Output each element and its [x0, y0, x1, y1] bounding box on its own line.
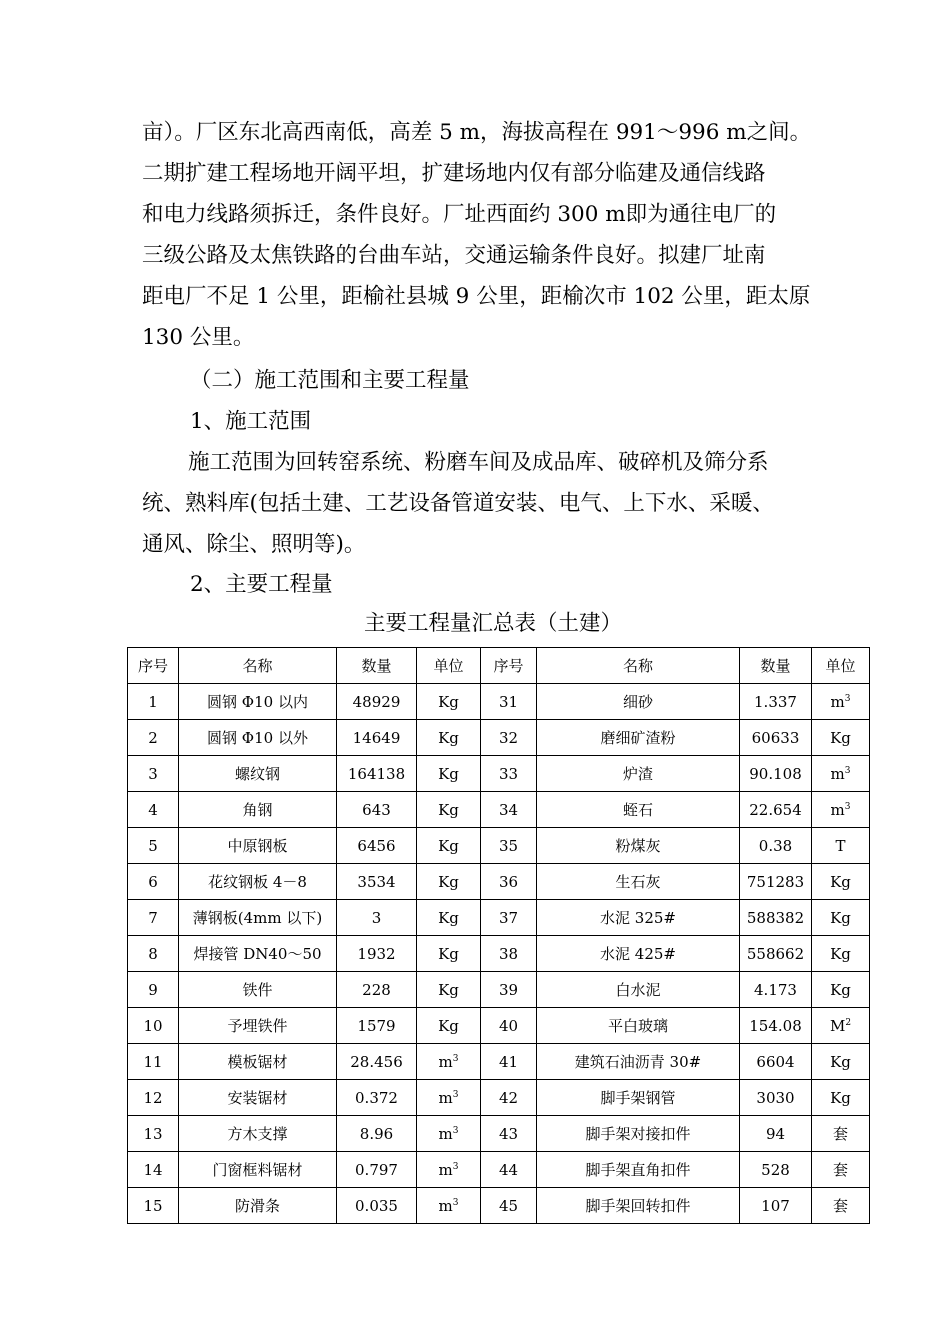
table-row [128, 1116, 870, 1152]
table-cell: 48929 [337, 684, 417, 720]
table-cell: 41 [481, 1044, 537, 1080]
column-header: 数量 [740, 648, 812, 684]
table-cell: 42 [481, 1080, 537, 1116]
table-cell: Kg [417, 864, 481, 900]
site-description-paragraph [142, 112, 862, 358]
table-cell: 脚手架回转扣件 [537, 1188, 740, 1224]
table-cell: 6 [128, 864, 179, 900]
table-row [128, 864, 870, 900]
table-cell: 90.108 [740, 756, 812, 792]
table-cell: 建筑石油沥青 30# [537, 1044, 740, 1080]
table-row [128, 828, 870, 864]
table-cell: 铁件 [179, 972, 337, 1008]
table-cell: 154.08 [740, 1008, 812, 1044]
column-header: 数量 [337, 648, 417, 684]
table-cell: 予埋铁件 [179, 1008, 337, 1044]
table-cell: 3 [128, 756, 179, 792]
table-cell: 14649 [337, 720, 417, 756]
table-cell: 方木支撑 [179, 1116, 337, 1152]
table-cell: 558662 [740, 936, 812, 972]
paragraph-line: 施工范围为回转窑系统、粉磨车间及成品库、破碎机及筛分系 [188, 450, 769, 475]
table-cell: 11 [128, 1044, 179, 1080]
section-heading: （二）施工范围和主要工程量 [190, 368, 470, 393]
table-row [128, 1080, 870, 1116]
table-cell: 751283 [740, 864, 812, 900]
column-header: 单位 [417, 648, 481, 684]
table-row [128, 720, 870, 756]
table-cell: 白水泥 [537, 972, 740, 1008]
table-cell: 角钢 [179, 792, 337, 828]
table-row [128, 792, 870, 828]
table-cell: 8 [128, 936, 179, 972]
table-cell: 脚手架对接扣件 [537, 1116, 740, 1152]
column-header: 单位 [812, 648, 870, 684]
quantities-table [127, 647, 870, 1224]
table-title: 主要工程量汇总表（土建） [363, 611, 622, 636]
table-cell: 3030 [740, 1080, 812, 1116]
table-row [128, 972, 870, 1008]
table-cell: 套 [812, 1116, 870, 1152]
column-header: 名称 [179, 648, 337, 684]
table-cell: Kg [417, 720, 481, 756]
table-cell: 60633 [740, 720, 812, 756]
paragraph-line: 距电厂不足 1 公里，距榆社县城 9 公里，距榆次市 102 公里，距太原 [142, 284, 811, 309]
table-row [128, 936, 870, 972]
table-cell: $m^3$ [812, 756, 870, 792]
table-cell: 水泥 325# [537, 900, 740, 936]
table-cell: Kg [812, 900, 870, 936]
table-cell: 13 [128, 1116, 179, 1152]
table-header-row [128, 648, 870, 684]
table-cell: 螺纹钢 [179, 756, 337, 792]
paragraph-line: 和电力线路须拆迁，条件良好。厂址西面约 300 m即为通往电厂的 [142, 202, 777, 227]
column-header: 序号 [481, 648, 537, 684]
table-row [128, 1152, 870, 1188]
table-cell: 6456 [337, 828, 417, 864]
table-cell: 防滑条 [179, 1188, 337, 1224]
table-cell: $m^3$ [417, 1080, 481, 1116]
subsection-heading-scope: 1、施工范围 [190, 409, 312, 434]
table-cell: 0.797 [337, 1152, 417, 1188]
table-row [128, 1188, 870, 1224]
table-cell: Kg [417, 936, 481, 972]
table-cell: 45 [481, 1188, 537, 1224]
table-row [128, 1044, 870, 1080]
table-cell: 圆钢 Φ10 以内 [179, 684, 337, 720]
table-cell: 4.173 [740, 972, 812, 1008]
table-cell: Kg [417, 972, 481, 1008]
table-cell: 1579 [337, 1008, 417, 1044]
table-cell: 9 [128, 972, 179, 1008]
table-cell: Kg [417, 900, 481, 936]
table-cell: 40 [481, 1008, 537, 1044]
table-cell: 1.337 [740, 684, 812, 720]
table-cell: 套 [812, 1188, 870, 1224]
paragraph-line: 130 公里。 [142, 325, 255, 350]
table-cell: 44 [481, 1152, 537, 1188]
table-row [128, 756, 870, 792]
table-cell: 94 [740, 1116, 812, 1152]
table-cell: 3534 [337, 864, 417, 900]
table-cell: 28.456 [337, 1044, 417, 1080]
table-cell: 花纹钢板 4－8 [179, 864, 337, 900]
table-cell: 细砂 [537, 684, 740, 720]
table-row [128, 900, 870, 936]
table-cell: 38 [481, 936, 537, 972]
table-cell: 12 [128, 1080, 179, 1116]
table-cell: 3 [337, 900, 417, 936]
table-cell: $m^3$ [417, 1188, 481, 1224]
table-cell: 模板锯材 [179, 1044, 337, 1080]
table-cell: 33 [481, 756, 537, 792]
table-cell: 脚手架钢管 [537, 1080, 740, 1116]
table-cell: $M^2$ [812, 1008, 870, 1044]
table-cell: Kg [812, 1080, 870, 1116]
paragraph-line: 亩）。厂区东北高西南低，高差 5 m，海拔高程在 991～996 m之间。 [142, 120, 812, 145]
table-cell: $m^3$ [812, 792, 870, 828]
table-cell: 圆钢 Φ10 以外 [179, 720, 337, 756]
column-header: 序号 [128, 648, 179, 684]
scope-paragraph [142, 442, 862, 565]
table-cell: Kg [417, 1008, 481, 1044]
table-cell: 8.96 [337, 1116, 417, 1152]
table-cell: $m^3$ [417, 1116, 481, 1152]
table-cell: 528 [740, 1152, 812, 1188]
table-cell: 套 [812, 1152, 870, 1188]
table-cell: 粉煤灰 [537, 828, 740, 864]
table-cell: Kg [812, 972, 870, 1008]
paragraph-line: 统、熟料库(包括土建、工艺设备管道安装、电气、上下水、采暖、 [142, 491, 774, 516]
table-cell: 31 [481, 684, 537, 720]
table-cell: 蛭石 [537, 792, 740, 828]
table-cell: 22.654 [740, 792, 812, 828]
table-cell: 35 [481, 828, 537, 864]
table-cell: Kg [417, 828, 481, 864]
table-cell: Kg [417, 792, 481, 828]
table-cell: $m^3$ [812, 684, 870, 720]
table-cell: 34 [481, 792, 537, 828]
table-cell: 0.372 [337, 1080, 417, 1116]
table-cell: 1932 [337, 936, 417, 972]
table-cell: 薄钢板(4mm 以下) [179, 900, 337, 936]
table-cell: 228 [337, 972, 417, 1008]
table-cell: Kg [812, 864, 870, 900]
table-cell: $m^3$ [417, 1044, 481, 1080]
table-cell: 10 [128, 1008, 179, 1044]
table-cell: 炉渣 [537, 756, 740, 792]
table-cell: 安装锯材 [179, 1080, 337, 1116]
table-cell: 6604 [740, 1044, 812, 1080]
table-cell: Kg [812, 936, 870, 972]
table-cell: Kg [417, 756, 481, 792]
paragraph-line: 二期扩建工程场地开阔平坦，扩建场地内仅有部分临建及通信线路 [142, 161, 766, 186]
table-cell: 1 [128, 684, 179, 720]
table-cell: $m^3$ [417, 1152, 481, 1188]
table-cell: Kg [812, 720, 870, 756]
table-row [128, 1008, 870, 1044]
table-row [128, 684, 870, 720]
table-cell: 生石灰 [537, 864, 740, 900]
table-cell: T [812, 828, 870, 864]
subsection-heading-quantities: 2、主要工程量 [190, 572, 333, 597]
table-cell: 0.38 [740, 828, 812, 864]
table-cell: 磨细矿渣粉 [537, 720, 740, 756]
table-cell: 焊接管 DN40～50 [179, 936, 337, 972]
table-cell: 平白玻璃 [537, 1008, 740, 1044]
table-cell: 14 [128, 1152, 179, 1188]
table-cell: 门窗框料锯材 [179, 1152, 337, 1188]
table-cell: 脚手架直角扣件 [537, 1152, 740, 1188]
table-cell: 39 [481, 972, 537, 1008]
table-cell: 43 [481, 1116, 537, 1152]
table-cell: 164138 [337, 756, 417, 792]
table-cell: 4 [128, 792, 179, 828]
table-cell: 643 [337, 792, 417, 828]
table-cell: 15 [128, 1188, 179, 1224]
table-cell: 0.035 [337, 1188, 417, 1224]
table-cell: Kg [812, 1044, 870, 1080]
table-cell: 36 [481, 864, 537, 900]
table-cell: 2 [128, 720, 179, 756]
table-cell: 588382 [740, 900, 812, 936]
column-header: 名称 [537, 648, 740, 684]
table-cell: 5 [128, 828, 179, 864]
paragraph-line: 通风、除尘、照明等)。 [142, 532, 366, 557]
table-cell: 中原钢板 [179, 828, 337, 864]
table-cell: 32 [481, 720, 537, 756]
table-cell: 水泥 425# [537, 936, 740, 972]
table-cell: 107 [740, 1188, 812, 1224]
paragraph-line: 三级公路及太焦铁路的台曲车站，交通运输条件良好。拟建厂址南 [142, 243, 766, 268]
table-cell: 7 [128, 900, 179, 936]
table-cell: Kg [417, 684, 481, 720]
table-cell: 37 [481, 900, 537, 936]
